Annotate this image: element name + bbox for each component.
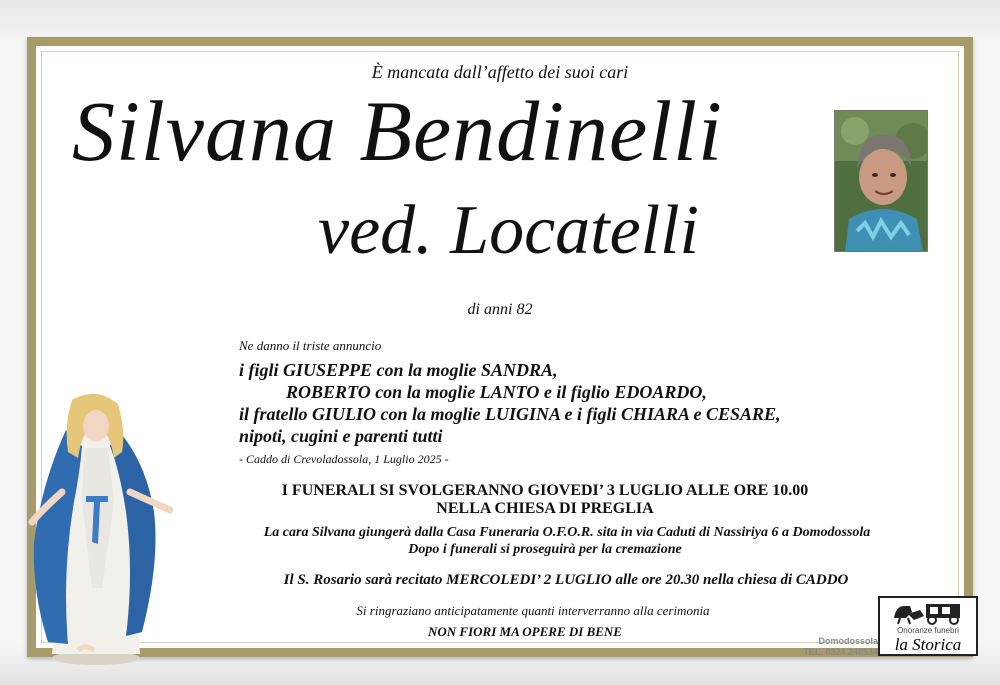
announcement-intro: Ne danno il triste annuncio [239,338,382,353]
madonna-figure [22,392,182,667]
portrait-photo [834,110,928,252]
agency-phone: TEL. 0324 248534 [803,647,878,657]
funeral-line-2: NELLA CHIESA DI PREGLIA [436,500,654,517]
family-line-2: ROBERTO con la moglie LANTO e il figlio EDOARDO, [286,382,707,402]
funeral-home-info: La cara Silvana giungerà dalla Casa Funeraria O.F.O.R. sita in via Caduti di Nassiriya 6 a Domodossola [263,525,871,540]
age-text: di anni 82 [467,301,533,318]
intro-text: È mancata dall’affetto dei suoi cari [371,62,629,82]
agency-logo [878,596,978,656]
deceased-name: Silvana Bendinelli [72,83,723,179]
portrait-image [835,111,928,252]
no-flowers-text: NON FIORI MA OPERE DI BENE [428,624,622,639]
family-line-3: il fratello GIULIO con la moglie LUIGINA e i figli CHIARA e CESARE, [239,404,781,424]
thanks-text: Si ringraziano anticipatamente quanti interverranno alla cerimonia [356,603,710,618]
agency-logo-name: la Storica [894,635,962,654]
agency-logo-subtitle: Onoranze funebri [897,626,959,635]
cremation-info: Dopo i funerali si proseguirà per la cremazione [408,542,682,557]
madonna-image [22,392,182,667]
agency-city: Domodossola [818,636,878,646]
hearse-carriage-icon [880,598,976,626]
place-date: - Caddo di Crevoladossola, 1 Luglio 2025 - [239,452,449,466]
family-line-4: nipoti, cugini e parenti tutti [239,426,443,446]
married-name: ved. Locatelli [318,192,700,269]
funeral-line-1: I FUNERALI SI SVOLGERANNO GIOVEDI’ 3 LUGLIO ALLE ORE 10.00 [281,482,809,499]
rosary-info: Il S. Rosario sarà recitato MERCOLEDI’ 2 LUGLIO alle ore 20.30 nella chiesa di CADDO [283,572,849,588]
family-line-1: i figli GIUSEPPE con la moglie SANDRA, [239,360,558,380]
agency-contact [778,636,878,658]
